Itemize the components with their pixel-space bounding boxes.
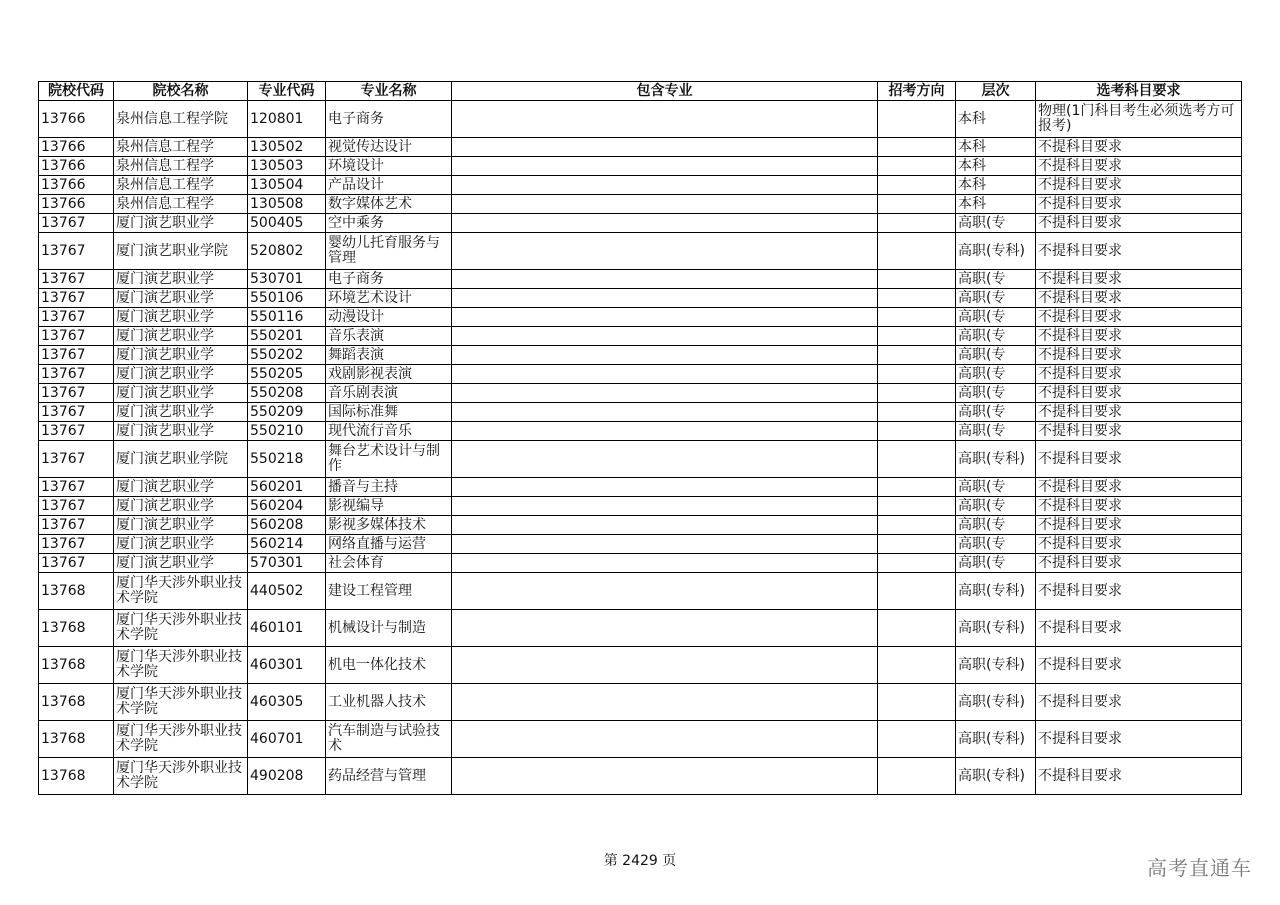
header-direction: 招考方向: [878, 82, 956, 101]
school-code-cell: 13767: [39, 214, 114, 233]
school-code-cell: 13767: [39, 289, 114, 308]
school-code-cell: 13767: [39, 422, 114, 441]
included-majors-cell: [452, 384, 878, 403]
level-cell: 高职(专: [956, 384, 1036, 403]
school-code-cell: 13766: [39, 157, 114, 176]
subject-requirement-cell: 不提科目要求: [1036, 308, 1242, 327]
level-cell: 高职(专: [956, 535, 1036, 554]
table-row: [39, 441, 1242, 478]
level-cell: 本科: [956, 157, 1036, 176]
major-code-cell: 550205: [248, 365, 326, 384]
level-cell: 本科: [956, 101, 1036, 138]
direction-cell: [878, 384, 956, 403]
school-code-cell: 13768: [39, 758, 114, 795]
school-name-cell: 厦门演艺职业学: [114, 365, 248, 384]
subject-requirement-cell: 不提科目要求: [1036, 403, 1242, 422]
subject-requirement-cell: 不提科目要求: [1036, 384, 1242, 403]
included-majors-cell: [452, 610, 878, 647]
table-row: [39, 308, 1242, 327]
school-code-cell: 13767: [39, 270, 114, 289]
level-cell: 高职(专: [956, 422, 1036, 441]
included-majors-cell: [452, 535, 878, 554]
direction-cell: [878, 516, 956, 535]
subject-requirement-cell: 不提科目要求: [1036, 721, 1242, 758]
subject-requirement-cell: 不提科目要求: [1036, 365, 1242, 384]
direction-cell: [878, 233, 956, 270]
subject-requirement-cell: 不提科目要求: [1036, 535, 1242, 554]
direction-cell: [878, 573, 956, 610]
school-code-cell: 13767: [39, 346, 114, 365]
major-name-cell: 网络直播与运营: [326, 535, 452, 554]
included-majors-cell: [452, 101, 878, 138]
header-school-code: 院校代码: [39, 82, 114, 101]
level-cell: 高职(专: [956, 516, 1036, 535]
level-cell: 高职(专: [956, 478, 1036, 497]
included-majors-cell: [452, 214, 878, 233]
subject-requirement-cell: 不提科目要求: [1036, 138, 1242, 157]
direction-cell: [878, 346, 956, 365]
included-majors-cell: [452, 327, 878, 346]
school-name-cell: 厦门华天涉外职业技术学院: [114, 721, 248, 758]
included-majors-cell: [452, 195, 878, 214]
major-name-cell: 机电一体化技术: [326, 647, 452, 684]
subject-requirement-cell: 不提科目要求: [1036, 157, 1242, 176]
subject-requirement-cell: 不提科目要求: [1036, 647, 1242, 684]
table-row: [39, 365, 1242, 384]
major-code-cell: 550116: [248, 308, 326, 327]
school-name-cell: 厦门华天涉外职业技术学院: [114, 610, 248, 647]
school-name-cell: 厦门演艺职业学: [114, 403, 248, 422]
table-row: [39, 157, 1242, 176]
major-name-cell: 国际标准舞: [326, 403, 452, 422]
table-row: [39, 684, 1242, 721]
direction-cell: [878, 422, 956, 441]
direction-cell: [878, 195, 956, 214]
major-code-cell: 500405: [248, 214, 326, 233]
school-code-cell: 13767: [39, 516, 114, 535]
included-majors-cell: [452, 478, 878, 497]
direction-cell: [878, 327, 956, 346]
subject-requirement-cell: 物理(1门科目考生必须选考方可报考): [1036, 101, 1242, 138]
school-code-cell: 13767: [39, 403, 114, 422]
major-name-cell: 环境设计: [326, 157, 452, 176]
included-majors-cell: [452, 308, 878, 327]
direction-cell: [878, 289, 956, 308]
subject-requirement-cell: 不提科目要求: [1036, 422, 1242, 441]
direction-cell: [878, 138, 956, 157]
included-majors-cell: [452, 346, 878, 365]
table-row: [39, 422, 1242, 441]
level-cell: 高职(专科): [956, 758, 1036, 795]
direction-cell: [878, 497, 956, 516]
table-row: [39, 327, 1242, 346]
direction-cell: [878, 403, 956, 422]
major-name-cell: 建设工程管理: [326, 573, 452, 610]
included-majors-cell: [452, 365, 878, 384]
level-cell: 高职(专科): [956, 647, 1036, 684]
school-code-cell: 13768: [39, 573, 114, 610]
major-name-cell: 舞蹈表演: [326, 346, 452, 365]
school-name-cell: 厦门演艺职业学: [114, 214, 248, 233]
school-code-cell: 13767: [39, 478, 114, 497]
major-code-cell: 130502: [248, 138, 326, 157]
included-majors-cell: [452, 758, 878, 795]
table-row: [39, 233, 1242, 270]
header-row: [39, 82, 1242, 101]
level-cell: 高职(专科): [956, 233, 1036, 270]
direction-cell: [878, 101, 956, 138]
subject-requirement-cell: 不提科目要求: [1036, 554, 1242, 573]
school-name-cell: 泉州信息工程学: [114, 157, 248, 176]
school-name-cell: 泉州信息工程学: [114, 138, 248, 157]
school-name-cell: 厦门华天涉外职业技术学院: [114, 684, 248, 721]
major-code-cell: 460701: [248, 721, 326, 758]
major-name-cell: 影视多媒体技术: [326, 516, 452, 535]
header-included-majors: 包含专业: [452, 82, 878, 101]
major-name-cell: 音乐剧表演: [326, 384, 452, 403]
subject-requirement-cell: 不提科目要求: [1036, 573, 1242, 610]
major-code-cell: 550106: [248, 289, 326, 308]
table-row: [39, 516, 1242, 535]
header-school-name: 院校名称: [114, 82, 248, 101]
school-name-cell: 厦门华天涉外职业技术学院: [114, 647, 248, 684]
school-name-cell: 厦门演艺职业学: [114, 422, 248, 441]
included-majors-cell: [452, 516, 878, 535]
table-row: [39, 270, 1242, 289]
subject-requirement-cell: 不提科目要求: [1036, 758, 1242, 795]
table-row: [39, 138, 1242, 157]
level-cell: 高职(专科): [956, 721, 1036, 758]
major-code-cell: 460101: [248, 610, 326, 647]
table-row: [39, 647, 1242, 684]
direction-cell: [878, 721, 956, 758]
major-name-cell: 舞台艺术设计与制作: [326, 441, 452, 478]
school-name-cell: 厦门演艺职业学: [114, 554, 248, 573]
included-majors-cell: [452, 573, 878, 610]
direction-cell: [878, 478, 956, 497]
school-code-cell: 13766: [39, 138, 114, 157]
major-code-cell: 460301: [248, 647, 326, 684]
school-name-cell: 厦门演艺职业学: [114, 535, 248, 554]
major-code-cell: 490208: [248, 758, 326, 795]
level-cell: 高职(专: [956, 270, 1036, 289]
direction-cell: [878, 308, 956, 327]
watermark-text: 高考直通车: [1147, 856, 1252, 880]
included-majors-cell: [452, 647, 878, 684]
included-majors-cell: [452, 422, 878, 441]
direction-cell: [878, 365, 956, 384]
table-row: [39, 758, 1242, 795]
major-name-cell: 婴幼儿托育服务与管理: [326, 233, 452, 270]
school-code-cell: 13767: [39, 497, 114, 516]
included-majors-cell: [452, 441, 878, 478]
school-name-cell: 厦门华天涉外职业技术学院: [114, 758, 248, 795]
level-cell: 高职(专: [956, 365, 1036, 384]
school-code-cell: 13767: [39, 554, 114, 573]
header-subject-requirement: 选考科目要求: [1036, 82, 1242, 101]
major-name-cell: 药品经营与管理: [326, 758, 452, 795]
subject-requirement-cell: 不提科目要求: [1036, 684, 1242, 721]
major-name-cell: 社会体育: [326, 554, 452, 573]
table-row: [39, 176, 1242, 195]
direction-cell: [878, 157, 956, 176]
table-row: [39, 346, 1242, 365]
header-major-name: 专业名称: [326, 82, 452, 101]
included-majors-cell: [452, 289, 878, 308]
level-cell: 本科: [956, 195, 1036, 214]
subject-requirement-cell: 不提科目要求: [1036, 441, 1242, 478]
admissions-table: [38, 81, 1242, 795]
major-code-cell: 560214: [248, 535, 326, 554]
school-code-cell: 13767: [39, 308, 114, 327]
school-name-cell: 厦门演艺职业学: [114, 478, 248, 497]
school-code-cell: 13767: [39, 327, 114, 346]
included-majors-cell: [452, 554, 878, 573]
level-cell: 高职(专科): [956, 610, 1036, 647]
table-row: [39, 554, 1242, 573]
school-code-cell: 13768: [39, 684, 114, 721]
major-code-cell: 130504: [248, 176, 326, 195]
school-code-cell: 13767: [39, 233, 114, 270]
school-name-cell: 厦门华天涉外职业技术学院: [114, 573, 248, 610]
school-name-cell: 泉州信息工程学: [114, 195, 248, 214]
direction-cell: [878, 610, 956, 647]
table-row: [39, 195, 1242, 214]
school-name-cell: 厦门演艺职业学: [114, 516, 248, 535]
level-cell: 高职(专科): [956, 573, 1036, 610]
major-code-cell: 570301: [248, 554, 326, 573]
subject-requirement-cell: 不提科目要求: [1036, 478, 1242, 497]
direction-cell: [878, 758, 956, 795]
major-name-cell: 空中乘务: [326, 214, 452, 233]
table-row: [39, 101, 1242, 138]
major-name-cell: 机械设计与制造: [326, 610, 452, 647]
included-majors-cell: [452, 270, 878, 289]
major-code-cell: 550208: [248, 384, 326, 403]
direction-cell: [878, 214, 956, 233]
major-name-cell: 数字媒体艺术: [326, 195, 452, 214]
direction-cell: [878, 554, 956, 573]
table-row: [39, 497, 1242, 516]
school-name-cell: 厦门演艺职业学: [114, 346, 248, 365]
level-cell: 高职(专: [956, 403, 1036, 422]
subject-requirement-cell: 不提科目要求: [1036, 270, 1242, 289]
major-code-cell: 130508: [248, 195, 326, 214]
major-code-cell: 560201: [248, 478, 326, 497]
major-code-cell: 530701: [248, 270, 326, 289]
major-name-cell: 影视编导: [326, 497, 452, 516]
school-name-cell: 厦门演艺职业学: [114, 308, 248, 327]
level-cell: 高职(专科): [956, 441, 1036, 478]
major-code-cell: 550209: [248, 403, 326, 422]
included-majors-cell: [452, 176, 878, 195]
subject-requirement-cell: 不提科目要求: [1036, 176, 1242, 195]
level-cell: 高职(专科): [956, 684, 1036, 721]
school-code-cell: 13768: [39, 610, 114, 647]
major-name-cell: 现代流行音乐: [326, 422, 452, 441]
header-major-code: 专业代码: [248, 82, 326, 101]
included-majors-cell: [452, 684, 878, 721]
major-name-cell: 环境艺术设计: [326, 289, 452, 308]
school-name-cell: 厦门演艺职业学: [114, 327, 248, 346]
major-code-cell: 550201: [248, 327, 326, 346]
major-name-cell: 戏剧影视表演: [326, 365, 452, 384]
school-code-cell: 13768: [39, 721, 114, 758]
major-code-cell: 560208: [248, 516, 326, 535]
school-code-cell: 13767: [39, 365, 114, 384]
included-majors-cell: [452, 403, 878, 422]
table-row: [39, 573, 1242, 610]
table-row: [39, 535, 1242, 554]
direction-cell: [878, 535, 956, 554]
school-name-cell: 泉州信息工程学院: [114, 101, 248, 138]
level-cell: 本科: [956, 138, 1036, 157]
subject-requirement-cell: 不提科目要求: [1036, 610, 1242, 647]
table-row: [39, 214, 1242, 233]
major-code-cell: 550210: [248, 422, 326, 441]
major-code-cell: 120801: [248, 101, 326, 138]
school-code-cell: 13766: [39, 101, 114, 138]
school-name-cell: 厦门演艺职业学院: [114, 233, 248, 270]
direction-cell: [878, 270, 956, 289]
major-name-cell: 动漫设计: [326, 308, 452, 327]
school-code-cell: 13768: [39, 647, 114, 684]
school-code-cell: 13767: [39, 441, 114, 478]
level-cell: 高职(专: [956, 308, 1036, 327]
school-code-cell: 13766: [39, 195, 114, 214]
subject-requirement-cell: 不提科目要求: [1036, 516, 1242, 535]
school-name-cell: 泉州信息工程学: [114, 176, 248, 195]
level-cell: 高职(专: [956, 554, 1036, 573]
school-code-cell: 13766: [39, 176, 114, 195]
subject-requirement-cell: 不提科目要求: [1036, 195, 1242, 214]
included-majors-cell: [452, 233, 878, 270]
major-code-cell: 460305: [248, 684, 326, 721]
included-majors-cell: [452, 721, 878, 758]
level-cell: 高职(专: [956, 346, 1036, 365]
major-code-cell: 130503: [248, 157, 326, 176]
table-row: [39, 403, 1242, 422]
table-row: [39, 721, 1242, 758]
page-number: 第 2429 页: [603, 853, 677, 869]
major-code-cell: 520802: [248, 233, 326, 270]
subject-requirement-cell: 不提科目要求: [1036, 346, 1242, 365]
major-code-cell: 550202: [248, 346, 326, 365]
direction-cell: [878, 647, 956, 684]
included-majors-cell: [452, 138, 878, 157]
school-code-cell: 13767: [39, 384, 114, 403]
major-name-cell: 电子商务: [326, 101, 452, 138]
subject-requirement-cell: 不提科目要求: [1036, 327, 1242, 346]
subject-requirement-cell: 不提科目要求: [1036, 497, 1242, 516]
direction-cell: [878, 176, 956, 195]
table-row: [39, 610, 1242, 647]
major-code-cell: 560204: [248, 497, 326, 516]
subject-requirement-cell: 不提科目要求: [1036, 214, 1242, 233]
level-cell: 高职(专: [956, 497, 1036, 516]
header-level: 层次: [956, 82, 1036, 101]
school-name-cell: 厦门演艺职业学院: [114, 441, 248, 478]
major-code-cell: 550218: [248, 441, 326, 478]
included-majors-cell: [452, 157, 878, 176]
major-name-cell: 汽车制造与试验技术: [326, 721, 452, 758]
included-majors-cell: [452, 497, 878, 516]
school-name-cell: 厦门演艺职业学: [114, 289, 248, 308]
direction-cell: [878, 441, 956, 478]
level-cell: 高职(专: [956, 327, 1036, 346]
subject-requirement-cell: 不提科目要求: [1036, 289, 1242, 308]
level-cell: 高职(专: [956, 214, 1036, 233]
major-name-cell: 产品设计: [326, 176, 452, 195]
direction-cell: [878, 684, 956, 721]
school-name-cell: 厦门演艺职业学: [114, 270, 248, 289]
school-name-cell: 厦门演艺职业学: [114, 497, 248, 516]
major-name-cell: 电子商务: [326, 270, 452, 289]
table-row: [39, 384, 1242, 403]
major-name-cell: 播音与主持: [326, 478, 452, 497]
major-name-cell: 视觉传达设计: [326, 138, 452, 157]
major-name-cell: 音乐表演: [326, 327, 452, 346]
school-name-cell: 厦门演艺职业学: [114, 384, 248, 403]
major-code-cell: 440502: [248, 573, 326, 610]
table-row: [39, 289, 1242, 308]
table-row: [39, 478, 1242, 497]
level-cell: 本科: [956, 176, 1036, 195]
subject-requirement-cell: 不提科目要求: [1036, 233, 1242, 270]
level-cell: 高职(专: [956, 289, 1036, 308]
school-code-cell: 13767: [39, 535, 114, 554]
major-name-cell: 工业机器人技术: [326, 684, 452, 721]
